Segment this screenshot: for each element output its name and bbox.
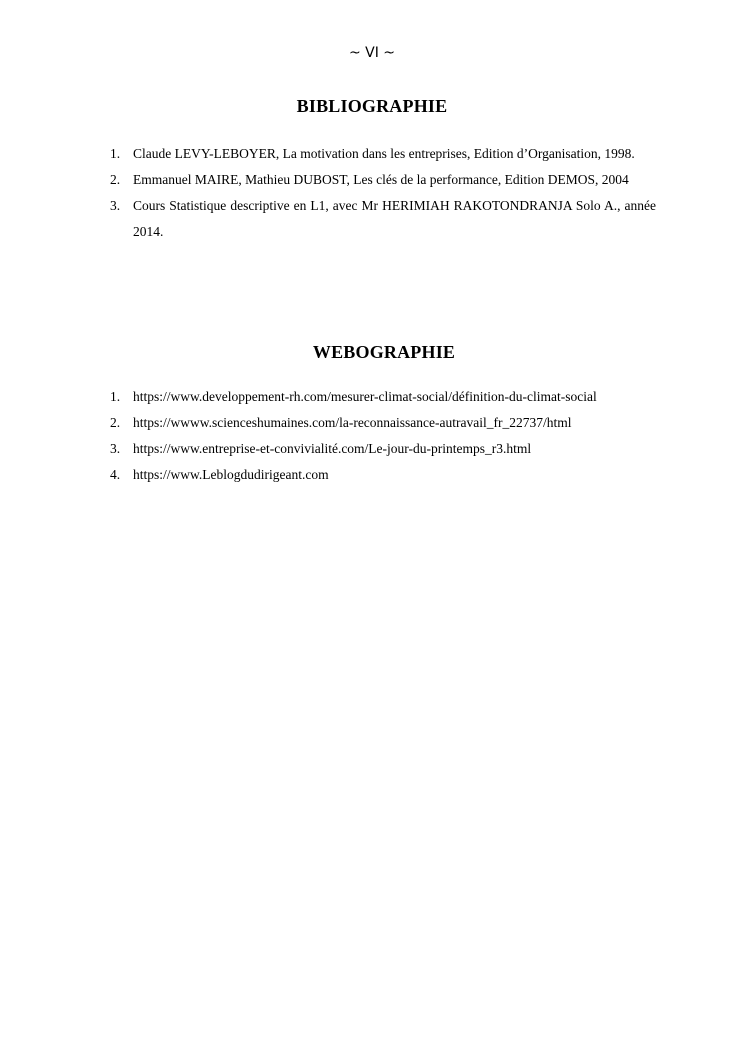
bibliography-list [110, 141, 656, 245]
list-item [110, 462, 656, 488]
list-item [110, 410, 656, 436]
webography-link[interactable]: https://www.developpement-rh.com/mesurer-climat-social/définition-du-climat-social [133, 389, 597, 404]
webography-link[interactable]: https://www.entreprise-et-convivialité.com/Le-jour-du-printemps_r3.html [133, 441, 532, 456]
list-item-text: Emmanuel MAIRE, Mathieu DUBOST, Les clés de la performance, Edition DEMOS, 2004 [133, 172, 629, 187]
webography-link[interactable]: https://www.Leblogdudirigeant.com [133, 467, 329, 482]
list-item-number: 2. [110, 415, 121, 430]
list-item [110, 141, 656, 167]
list-item-number: 1. [110, 146, 121, 161]
list-item [110, 167, 656, 193]
list-item [110, 193, 656, 245]
page-number: ~ VI ~ [348, 45, 396, 61]
webography-title: WEBOGRAPHIE [312, 342, 456, 362]
list-item [110, 436, 656, 462]
list-item-number: 1. [110, 389, 121, 404]
list-item [110, 384, 656, 410]
list-item-number: 4. [110, 467, 121, 482]
list-item-text: Cours Statistique descriptive en L1, avec Mr HERIMIAH RAKOTONDRANJA Solo A., année 2014. [133, 198, 656, 239]
bibliography-title: BIBLIOGRAPHIE [296, 96, 448, 116]
list-item-text: Claude LEVY-LEBOYER, La motivation dans les entreprises, Edition d’Organisation, 1998. [133, 146, 635, 161]
webography-link[interactable]: https://wwww.scienceshumaines.com/la-reconnaissance-autravail_fr_22737/html [133, 415, 572, 430]
webography-list [110, 384, 656, 488]
list-item-number: 3. [110, 198, 121, 213]
list-item-number: 2. [110, 172, 121, 187]
list-item-number: 3. [110, 441, 121, 456]
